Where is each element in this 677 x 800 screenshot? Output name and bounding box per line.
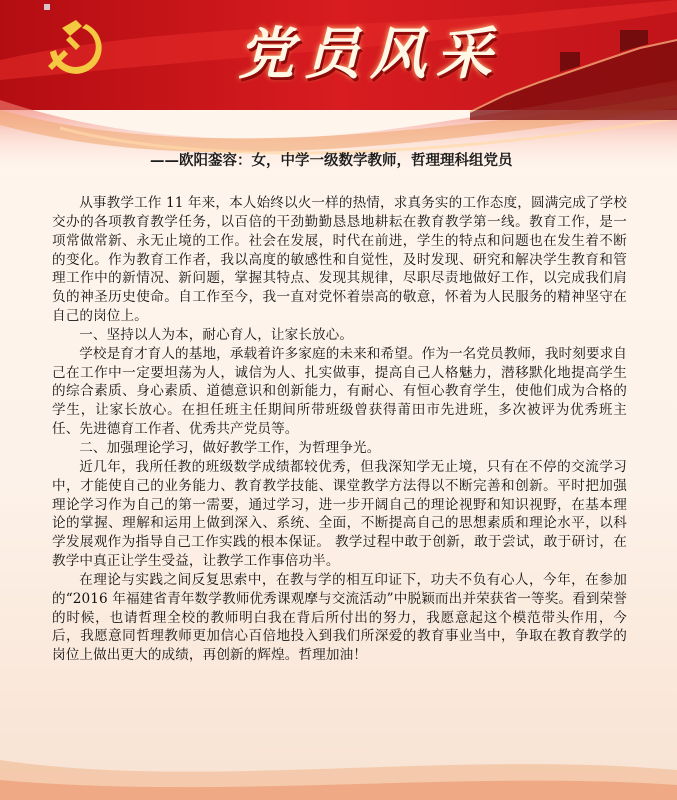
author-byline: ——欧阳銮容：女，中学一级数学教师，哲理理科组党员 bbox=[150, 152, 513, 169]
footer-decoration bbox=[0, 740, 677, 800]
paragraph-section-2: 近几年，我所任教的班级数学成绩都较优秀，但我深知学无止境，只有在不停的交流学习中，才能使自己的业务能力、教育教学技能、课堂教学方法得以不断完善和创新。平时把加强理论学习作为自己的第一需要，通过学习，进一步开阔自己的理论视野和知识视野，在基本理论的掌握、理解和运用上做到深入、系统、全面，不断提高自己的思想素质和理论水平，以科学发展观作为指导自己工作实践的根本保证。 教学过程中敢于创新，敢于尝试，敢于研讨，在教学中真正让学生受益，让教学工作事倍功半。 bbox=[52, 458, 627, 570]
section-heading-1: 一、坚持以人为本，耐心育人，让家长放心。 bbox=[79, 326, 354, 343]
section-heading-2: 二、加强理论学习，做好教学工作，为哲理争光。 bbox=[79, 439, 381, 456]
article-body bbox=[52, 194, 627, 665]
paragraph-section-1: 学校是育才育人的基地，承载着许多家庭的未来和希望。作为一名党员教师，我时刻要求自己在工作中一定要坦荡为人，诚信为人、扎实做事，提高自己人格魅力，潜移默化地提高学生的综合素质、身心素质、道德意识和创新能力，有耐心、有恒心教育学生，使他们成为合格的学生，让家长放心。在担任班主任期间所带班级曾获得莆田市先进班，多次被评为优秀班主任、先进德育工作者、优秀共产党员等。 bbox=[52, 345, 627, 438]
paragraph-closing: 在理论与实践之间反复思索中，在教与学的相互印证下，功夫不负有心人，今年，在参加的“2016 年福建省青年数学教师优秀课观摩与交流活动”中脱颖而出并荣获省一等奖。看到荣誉的时候，也请哲理全校的教师明白我在背后所付出的努力，我愿意起这个模范带头作用，今后，我愿意同哲理教师更加信心百倍地投入到我们所深爱的教育事业当中，争取在教育教学的岗位上做出更大的成绩，再创新的辉煌。哲理加油！ bbox=[52, 571, 627, 664]
paragraph-intro: 从事教学工作 11 年来，本人始终以火一样的热情，求真务实的工作态度，圆满完成了学校交办的各项教育教学任务，以百倍的干劲勤勤恳恳地耕耘在教育教学第一线。教育工作，是一项常做常新、永无止境的工作。社会在发展，时代在前进，学生的特点和问题也在发生着不断的变化。作为教育工作者，我以高度的敏感性和自觉性，及时发现、研究和解决学生教育和管理工作中的新情况、新问题，掌握其特点、发现其规律，尽职尽责地做好工作，以完成我们肩负的神圣历史使命。自工作至今，我一直对党怀着崇高的敬意，怀着为人民服务的精神坚守在自己的岗位上。 bbox=[52, 195, 627, 325]
party-emblem-icon bbox=[36, 10, 106, 80]
page-title: 党员风采 bbox=[238, 21, 502, 87]
